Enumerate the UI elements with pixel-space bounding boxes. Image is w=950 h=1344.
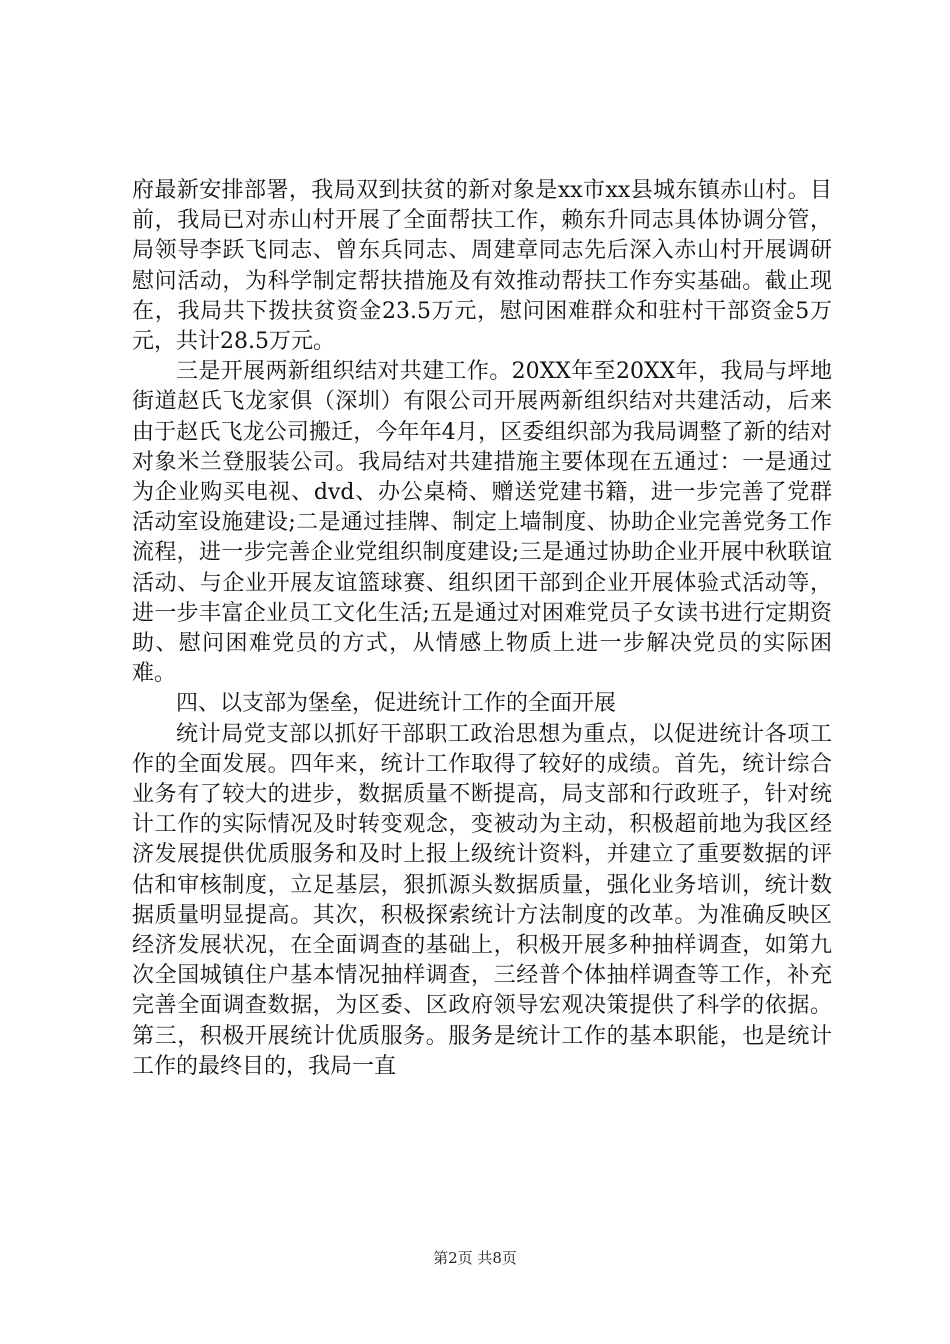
paragraph-statistics-work: 统计局党支部以抓好干部职工政治思想为重点，以促进统计各项工作的全面发展。四年来，统计工作取得了较好的成绩。首先，统计综合业务有了较大的进步，数据质量不断提高，局支部和行政班子，针对统计工作的实际情况及时转变观念，变被动为主动，积极超前地为我区经济发展提供优质服务和及时上报上级统计资料，并建立了重要数据的评估和审核制度，立足基层，狠抓源头数据质量，强化业务培训，统计数据质量明显提高。其次，积极探索统计方法制度的改革。为准确反映区经济发展状况，在全面调查的基础上，积极开展多种抽样调查，如第九次全国城镇住户基本情况抽样调查，三经普个体抽样调查等工作，补充完善全面调查数据，为区委、区政府领导宏观决策提供了科学的依据。第三，积极开展统计优质服务。服务是统计工作的基本职能，也是统计工作的最终目的，我局一直 bbox=[132, 721, 832, 1079]
section-heading-four: 四、以支部为堡垒，促进统计工作的全面开展 bbox=[176, 691, 617, 717]
paragraph-joint-construction: 三是开展两新组织结对共建工作。20XX年至20XX年，我局与坪地街道赵氏飞龙家俱（深圳）有限公司开展两新组织结对共建活动，后来由于赵氏飞龙公司搬迁，今年年4月，区委组织部为我局调整了新的结对对象米兰登服装公司。我局结对共建措施主要体现在五通过：一是通过为企业购买电视、dvd、办公桌椅、赠送党建书籍，进一步完善了党群活动室设施建设;二是通过挂牌、制定上墙制度、协助企业完善党务工作流程，进一步完善企业党组织制度建设;三是通过协助企业开展中秋联谊活动、与企业开展友谊篮球赛、组织团干部到企业开展体验式活动等，进一步丰富企业员工文化生活;五是通过对困难党员子女读书进行定期资助、慰问困难党员的方式，从情感上物质上进一步解决党员的实际困难。 bbox=[132, 359, 832, 687]
document-body bbox=[132, 176, 832, 1082]
page-number-footer: 第2页 共8页 bbox=[433, 1249, 517, 1267]
paragraph-poverty-relief: 府最新安排部署，我局双到扶贫的新对象是xx市xx县城东镇赤山村。目前，我局已对赤山村开展了全面帮扶工作，赖东升同志具体协调分管，局领导李跃飞同志、曾东兵同志、周建章同志先后深入赤山村开展调研慰问活动，为科学制定帮扶措施及有效推动帮扶工作夯实基础。截止现在，我局共下拨扶贫资金23.5万元，慰问困难群众和驻村干部资金5万元，共计28.5万元。 bbox=[132, 178, 832, 355]
